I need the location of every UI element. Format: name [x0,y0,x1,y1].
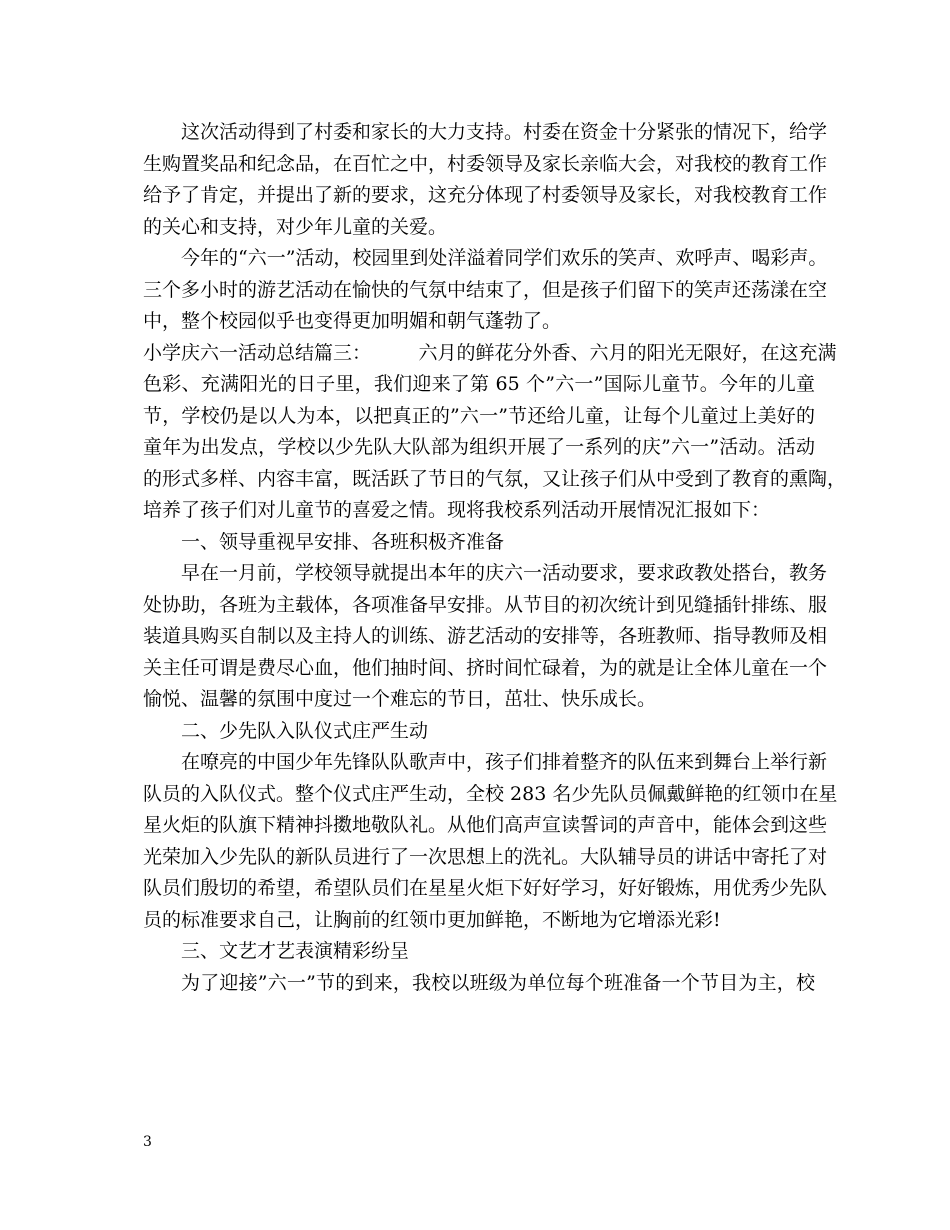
text-line: 给予了肯定，并提出了新的要求，这充分体现了村委领导及家长，对我校教育工作 [143,184,828,206]
text-line: 小学庆六一活动总结篇三： 六月的鲜花分外香、六月的阳光无限好，在这充满 [143,341,837,364]
text-line: 队员的入队仪式。整个仪式庄严生动，全校 283 名少先队员佩戴鲜艳的红领巾在星 [143,782,838,805]
text-line: 早在一月前，学校领导就提出本年的庆六一活动要求，要求政教处搭台，教务 [181,562,828,584]
text-line: 关主任可谓是费尽心血，他们抽时间、挤时间忙碌着，为的就是让全体儿童在一个 [143,656,828,679]
text-line: 三、文艺才艺表演精彩纷呈 [181,940,410,962]
text-line: 队员们殷切的希望，希望队员们在星星火炬下好好学习，好好锻炼，用优秀少先队 [143,877,828,899]
text-line: 员的标准要求自己，让胸前的红领巾更加鲜艳，不断地为它增添光彩! [143,908,721,931]
text-line: 三个多小时的游艺活动在愉快的气氛中结束了，但是孩子们留下的笑声还荡漾在空 [143,278,828,301]
text-line: 光荣加入少先队的新队员进行了一次思想上的洗礼。大队辅导员的讲话中寄托了对 [143,845,828,868]
text-line: 中，整个校园似乎也变得更加明媚和朝气蓬勃了。 [143,310,562,332]
text-line: 培养了孩子们对儿童节的喜爱之情。现将我校系列活动开展情况汇报如下： [143,499,771,521]
text-line: 色彩、充满阳光的日子里，我们迎来了第 65 个”六一”国际儿童节。今年的儿童 [143,373,815,395]
document-body [143,117,847,999]
text-line: 童年为出发点，学校以少先队大队部为组织开展了一系列的庆”六一”活动。活动 [143,436,815,458]
text-line: 二、少先队入队仪式庄严生动 [181,719,429,742]
text-line: 处协助，各班为主载体，各项准备早安排。从节目的初次统计到见缝插针排练、服 [143,593,828,616]
text-line: 的形式多样、内容丰富，既活跃了节日的气氛，又让孩子们从中受到了教育的熏陶， [143,467,847,490]
text-line: 在嘹亮的中国少年先锋队队歌声中，孩子们排着整齐的队伍来到舞台上举行新 [181,751,828,773]
page-number: 3 [143,1134,152,1150]
text-line: 节，学校仍是以人为本，以把真正的”六一”节还给儿童，让每个儿童过上美好的 [143,404,815,427]
text-line: 生购置奖品和纪念品，在百忙之中，村委领导及家长亲临大会，对我校的教育工作 [143,152,828,175]
text-line: 今年的“六一”活动，校园里到处洋溢着同学们欢乐的笑声、欢呼声、喝彩声。 [181,247,828,269]
text-line: 愉悦、温馨的氛围中度过一个难忘的节日，茁壮、快乐成长。 [143,688,657,710]
text-line: 这次活动得到了村委和家长的大力支持。村委在资金十分紧张的情况下，给学 [181,121,828,143]
text-line: 的关心和支持，对少年儿童的关爱。 [143,215,448,238]
text-line: 为了迎接”六一”节的到来，我校以班级为单位每个班准备一个节目为主，校 [181,971,815,994]
text-line: 装道具购买自制以及主持人的训练、游艺活动的安排等，各班教师、指导教师及相 [143,625,828,647]
text-line: 一、领导重视早安排、各班积极齐准备 [181,530,505,553]
text-line: 星火炬的队旗下精神抖擞地敬队礼。从他们高声宣读誓词的声音中，能体会到这些 [143,814,828,836]
